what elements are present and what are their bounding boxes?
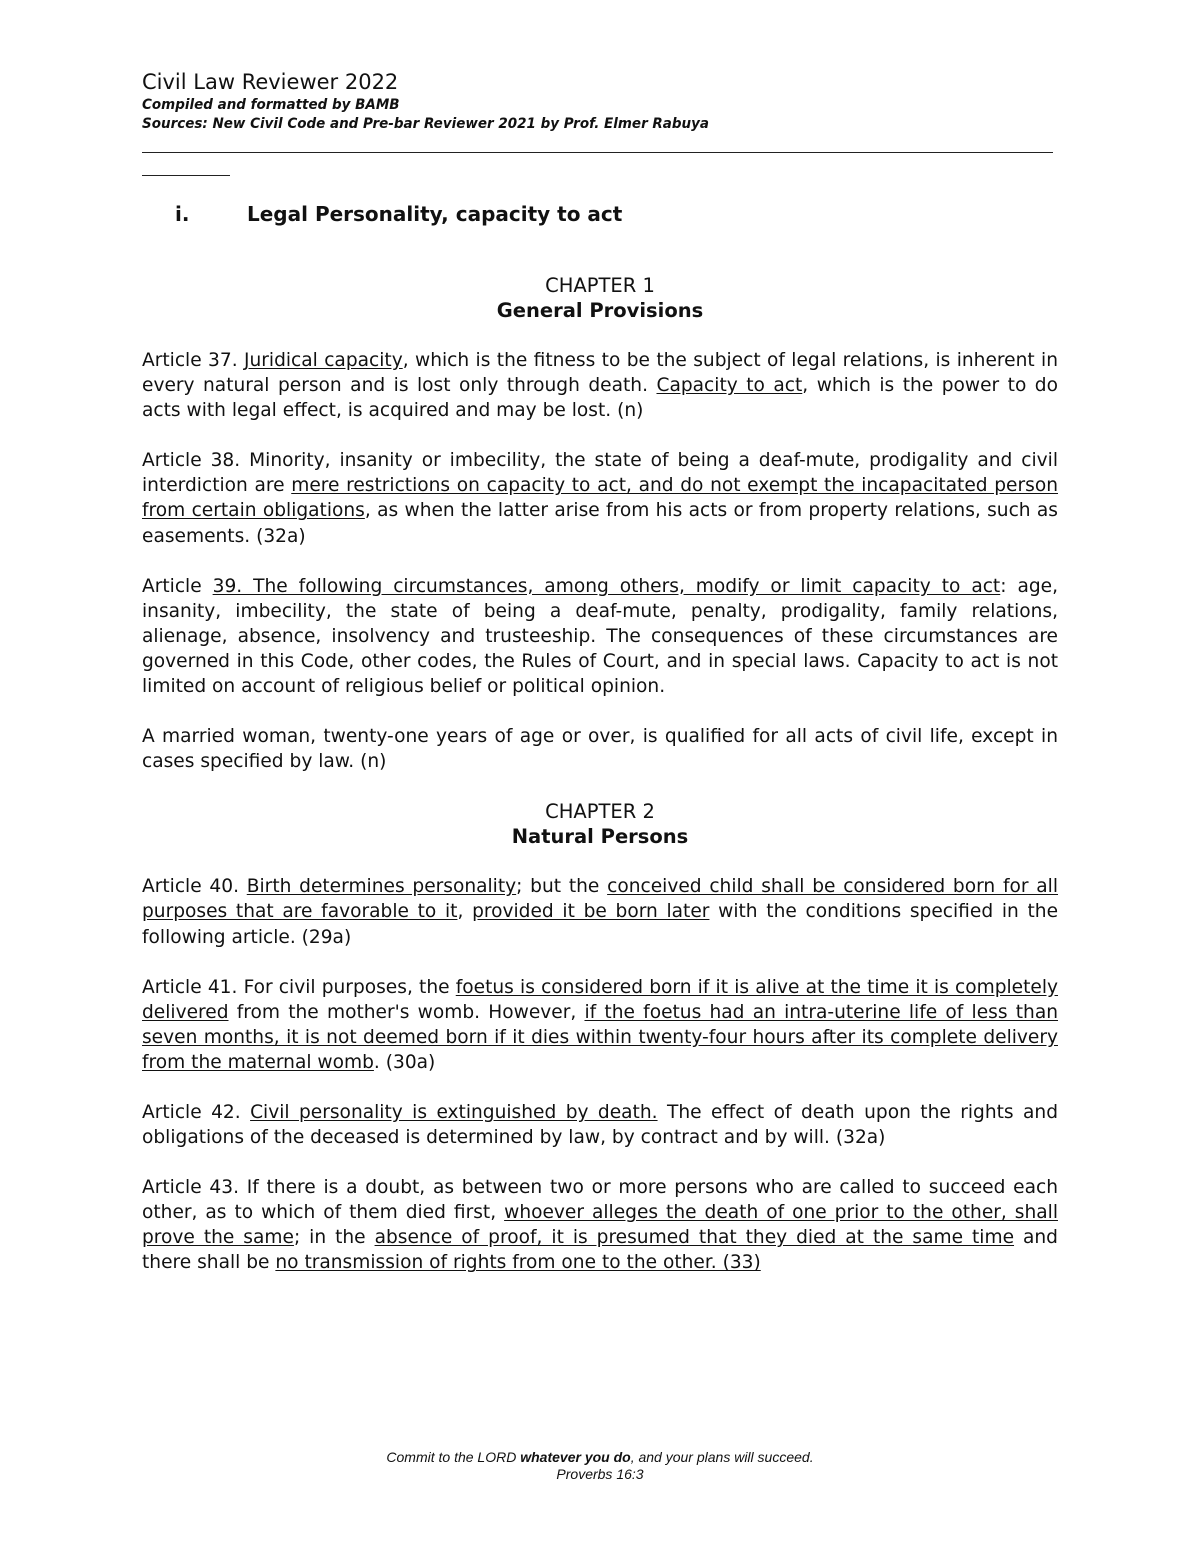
underlined-text: Civil personality is extinguished by death. [250, 1101, 658, 1123]
document-header [142, 68, 1058, 134]
text-segment: Article 40. [142, 876, 247, 898]
chapter-heading [142, 273, 1058, 323]
underlined-text: whoever alleges the death of one prior to the other, shall prove the same [142, 1202, 1058, 1249]
text-segment: Article [142, 575, 213, 597]
underlined-text: 39. The following circumstances, among others, modify or limit capacity to act [212, 575, 1001, 597]
article-39-married-woman [142, 724, 1058, 774]
underlined-text: conceived child shall be considered born for all purposes that are favorable to it [142, 876, 1059, 923]
article-37 [142, 348, 1058, 423]
article-43 [142, 1175, 1058, 1275]
text-segment: and there shall be [142, 1227, 1058, 1274]
text-segment: Article 38. Minority, insanity or imbecility, the state of being a deaf-mute, prodigality and civil interdiction are [142, 450, 1058, 497]
text-segment: , [457, 901, 473, 923]
document-title: Civil Law Reviewer 2022 [142, 70, 399, 94]
article-41 [142, 975, 1058, 1075]
underlined-text: if the foetus had an intra-uterine life of less than seven months, it is not deemed born if it dies within twenty-four hours after its complete delivery from the maternal womb [142, 1001, 1059, 1073]
underlined-text: Capacity to act [656, 375, 803, 397]
section-number: i. [175, 202, 190, 226]
footer-quote [0, 1449, 1200, 1483]
quote-text: Commit to the LORD [386, 1449, 521, 1465]
text-segment: Article 41. For civil purposes, the [142, 976, 456, 998]
underlined-text: absence of proof, it is presumed that they died at the same time [374, 1227, 1015, 1249]
quote-emphasis: whatever you do [520, 1449, 631, 1465]
underlined-text: no transmission of rights from one to the other. (33) [275, 1252, 761, 1274]
chapter-heading [142, 799, 1058, 849]
document-body [142, 273, 1058, 1301]
quote-text-end: , and your plans will succeed. [630, 1449, 814, 1465]
chapter-title: Natural Persons [511, 825, 689, 849]
header-divider [142, 152, 1053, 153]
text-segment: , which is the fitness to be the subject of legal relations, is inherent in every natural person and is lost only through death. [142, 350, 1058, 397]
text-segment: The effect of death upon the rights and obligations of the deceased is determined by law, by contract and by will. (32a) [142, 1101, 1058, 1149]
quote-reference: Proverbs 16:3 [556, 1466, 644, 1482]
text-segment: , as when the latter arise from his acts or from property relations, such as easements. (32a) [142, 500, 1058, 547]
chapter-number: CHAPTER 2 [545, 800, 655, 824]
text-segment: Article 43. If there is a doubt, as between two or more persons who are called to succeed each other, as to which of them died first, [142, 1177, 1058, 1224]
text-segment: . (30a) [373, 1051, 436, 1073]
section-heading [175, 202, 622, 226]
article-40 [142, 874, 1058, 949]
underlined-text: foetus is considered born if it is alive at the time it is completely delivered [142, 976, 1059, 1023]
article-38 [142, 448, 1058, 548]
underlined-text: provided it be born later [472, 901, 710, 923]
chapter-title: General Provisions [496, 299, 704, 322]
text-segment: ; but the [516, 876, 608, 898]
header-divider-short [142, 175, 230, 176]
text-segment: Article 42. [142, 1101, 251, 1123]
text-segment: with the conditions specified in the following article. (29a) [142, 901, 1059, 948]
section-title: Legal Personality, capacity to act [247, 202, 623, 226]
underlined-text: Juridical capacity [243, 350, 403, 371]
text-segment: : age, insanity, imbecility, the state of being a deaf-mute, penalty, prodigality, family relations, alienage, absence, insolvency and trusteeship. The consequences of these circumstances are governed in this Code, other codes, the Rules of Court, and in special laws. Capacity to act is not limited on account of religious belief or political opinion. [142, 575, 1058, 698]
text-segment: from the mother's womb. However, [228, 1001, 585, 1023]
text-segment: ; in the [293, 1227, 375, 1249]
sources: Sources: New Civil Code and Pre-bar Reviewer 2021 by Prof. Elmer Rabuya [142, 116, 710, 132]
compiled-by: Compiled and formatted by BAMB [142, 97, 400, 113]
chapter-number: CHAPTER 1 [545, 274, 655, 297]
text-segment: A married woman, twenty-one years of age or over, is qualified for all acts of civil life, except in cases specified by law. (n) [142, 726, 1058, 773]
text-segment: , which is the power to do acts with legal effect, is acquired and may be lost. (n) [142, 375, 1058, 422]
underlined-text: Birth determines personality [246, 876, 517, 898]
text-segment: Article 37. [142, 350, 244, 371]
article-39 [142, 574, 1058, 699]
article-42 [142, 1100, 1058, 1150]
underlined-text: mere restrictions on capacity to act, and do not exempt the incapacitated person from certain obligations [142, 475, 1058, 522]
